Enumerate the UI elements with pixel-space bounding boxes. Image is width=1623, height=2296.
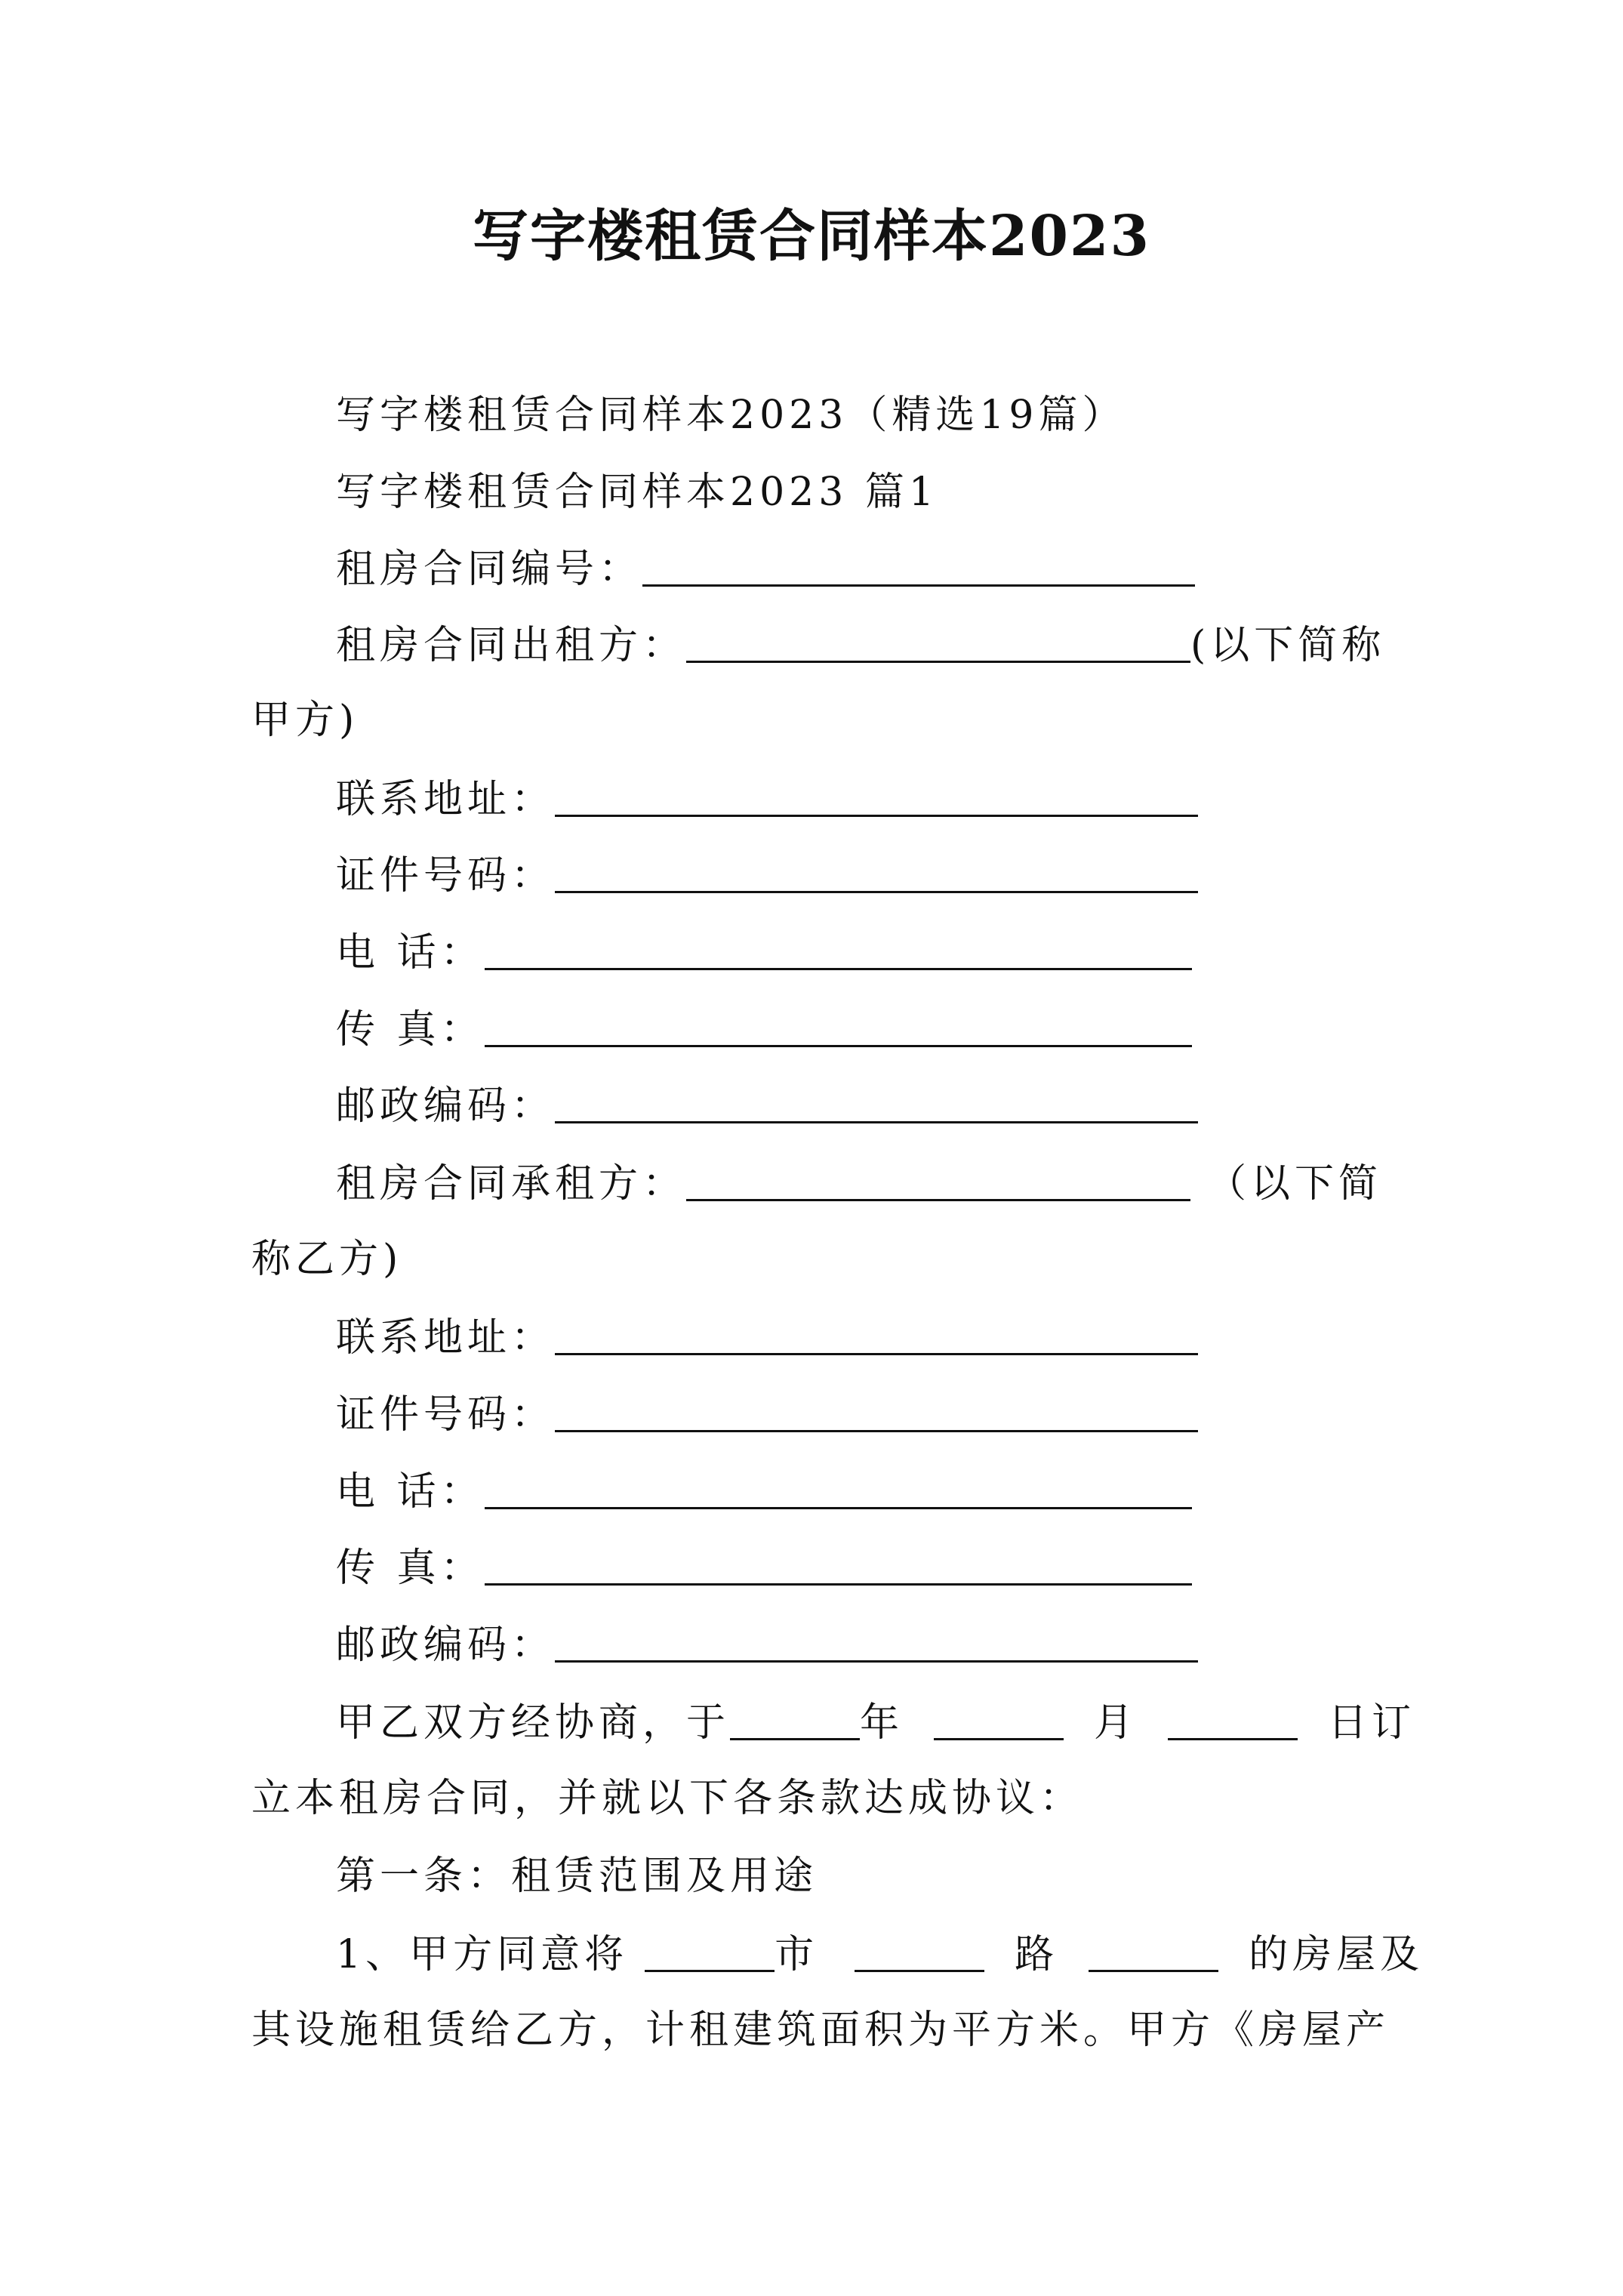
lessee-address-blank[interactable] <box>555 1314 1198 1355</box>
lessor-postcode-blank[interactable] <box>555 1082 1198 1123</box>
lessor-row <box>336 621 1385 668</box>
clause-1-number-blank[interactable] <box>1089 1931 1218 1972</box>
lessor-id-blank[interactable] <box>555 852 1198 893</box>
agreement-intro: 甲乙双方经协商，于 <box>336 1700 731 1746</box>
clause-1-road-blank[interactable] <box>855 1931 984 1972</box>
agreement-day-blank[interactable] <box>1168 1699 1298 1740</box>
lessee-address-row <box>336 1314 1198 1361</box>
lessee-id-row <box>336 1391 1198 1438</box>
agreement-day-label: 日订 <box>1328 1700 1416 1746</box>
agreement-row <box>336 1699 1415 1746</box>
lessee-id-label: 证件号码： <box>336 1392 556 1438</box>
lessor-address-row <box>336 775 1198 822</box>
lessee-fax-row <box>336 1544 1192 1591</box>
lessor-suffix-cont: 甲方) <box>251 698 359 743</box>
lessor-fax-row <box>336 1006 1192 1052</box>
clause-1-intro: 1、甲方同意将 <box>336 1932 629 1977</box>
lessor-fax-blank[interactable] <box>485 1006 1192 1047</box>
lessee-row <box>336 1160 1382 1207</box>
lessor-address-blank[interactable] <box>555 775 1198 817</box>
lessee-postcode-blank[interactable] <box>555 1621 1198 1663</box>
section-heading: 写字楼租赁合同样本2023 篇1 <box>336 470 938 515</box>
lessor-label: 租房合同出租方： <box>336 623 687 668</box>
lessor-suffix: (以下简称 <box>1190 623 1386 668</box>
agreement-year-blank[interactable] <box>730 1699 860 1740</box>
lessee-id-blank[interactable] <box>555 1391 1198 1432</box>
agreement-month-blank[interactable] <box>934 1699 1064 1740</box>
lessee-phone-label: 电 话： <box>336 1469 485 1515</box>
lessee-label: 租房合同承租方： <box>336 1161 687 1207</box>
clause-1-line-2: 其设施租赁给乙方，计租建筑面积为平方米。甲方《房屋产 <box>251 2008 1390 2053</box>
contract-number-blank[interactable] <box>642 545 1195 587</box>
agreement-line-2: 立本租房合同，并就以下各条款达成协议： <box>251 1776 1084 1821</box>
lessor-postcode-row <box>336 1082 1198 1129</box>
lessee-blank[interactable] <box>686 1160 1190 1201</box>
lessor-phone-label: 电 话： <box>336 930 485 975</box>
lessor-blank[interactable] <box>686 621 1190 663</box>
clause-1-city-blank[interactable] <box>645 1931 775 1972</box>
lessee-suffix-cont: 称乙方) <box>251 1237 403 1282</box>
lessor-id-label: 证件号码： <box>336 853 556 898</box>
contract-number-label: 租房合同编号： <box>336 547 643 592</box>
lessee-fax-blank[interactable] <box>485 1544 1192 1586</box>
clause-1-city-label: 市 <box>775 1932 819 1977</box>
lessor-fax-label: 传 真： <box>336 1007 485 1052</box>
lessor-address-label: 联系地址： <box>336 777 556 822</box>
lessee-phone-blank[interactable] <box>485 1468 1192 1509</box>
document-title: 写字楼租赁合同样本2023 <box>473 204 1150 269</box>
clause-1-road-label: 路 <box>1015 1932 1059 1977</box>
article-1-heading: 第一条：租赁范围及用途 <box>336 1854 818 1899</box>
lessor-postcode-label: 邮政编码： <box>336 1083 556 1129</box>
contract-number-row <box>336 545 1195 592</box>
lessee-suffix: （以下简 <box>1207 1161 1383 1207</box>
lessee-fax-label: 传 真： <box>336 1546 485 1591</box>
lessee-address-label: 联系地址： <box>336 1315 556 1361</box>
lessee-phone-row <box>336 1468 1192 1515</box>
lessor-phone-row <box>336 929 1192 975</box>
clause-1-row <box>336 1931 1424 1977</box>
subtitle: 写字楼租赁合同样本2023（精选19篇） <box>336 393 1126 438</box>
agreement-month-label: 月 <box>1094 1700 1138 1746</box>
lessor-phone-blank[interactable] <box>485 929 1192 970</box>
clause-1-tail: 的房屋及 <box>1249 1932 1424 1977</box>
agreement-year-label: 年 <box>860 1700 904 1746</box>
lessee-postcode-label: 邮政编码： <box>336 1623 556 1668</box>
lessor-id-row <box>336 852 1198 898</box>
lessee-postcode-row <box>336 1621 1198 1668</box>
